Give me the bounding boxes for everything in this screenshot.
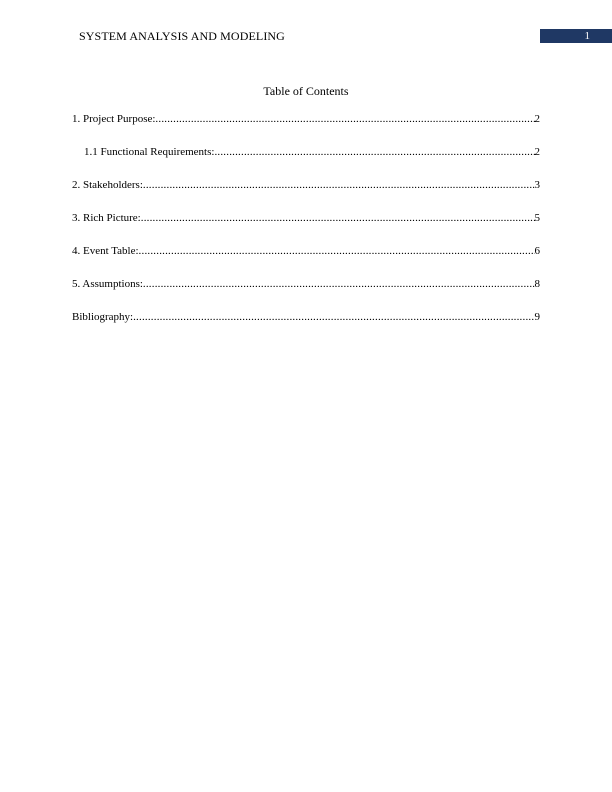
- toc-entry-page: 2: [534, 113, 540, 125]
- toc-entry-page: 8: [534, 278, 540, 290]
- toc-entry-project-purpose[interactable]: [72, 112, 540, 145]
- toc-heading: Table of Contents: [263, 84, 349, 98]
- toc-entry-label: 2. Stakeholders:: [72, 179, 143, 191]
- toc-entry-assumptions[interactable]: [72, 277, 540, 310]
- toc-entry-label: 5. Assumptions:: [72, 278, 143, 290]
- toc-dot-leader: [143, 277, 535, 291]
- toc-dot-leader: [139, 244, 535, 258]
- toc-entry-event-table[interactable]: [72, 244, 540, 277]
- running-header-title: SYSTEM ANALYSIS AND MODELING: [79, 29, 285, 43]
- toc-entry-label: Bibliography:: [72, 311, 134, 323]
- toc-entry-page: 2: [534, 146, 540, 158]
- toc-entry-page: 9: [534, 311, 540, 323]
- toc-entry-bibliography[interactable]: [72, 310, 540, 343]
- toc-dot-leader: [141, 211, 535, 225]
- toc-entry-page: 5: [534, 212, 540, 224]
- page-number: 1: [584, 30, 590, 42]
- toc-entry-label: 3. Rich Picture:: [72, 212, 141, 224]
- toc-entry-stakeholders[interactable]: [72, 178, 540, 211]
- toc-entry-label: 4. Event Table:: [72, 245, 139, 257]
- toc-entry-rich-picture[interactable]: [72, 211, 540, 244]
- toc-entry-page: 3: [534, 179, 540, 191]
- table-of-contents: [72, 112, 540, 343]
- toc-entry-functional-requirements[interactable]: [72, 145, 540, 178]
- toc-dot-leader: [155, 112, 534, 126]
- toc-entry-label: 1. Project Purpose:: [72, 113, 156, 125]
- toc-dot-leader: [133, 310, 534, 324]
- toc-dot-leader: [214, 145, 534, 159]
- toc-entry-page: 6: [534, 245, 540, 257]
- toc-entry-label: 1.1 Functional Requirements:: [84, 146, 215, 158]
- toc-dot-leader: [143, 178, 535, 192]
- page-number-badge: [540, 29, 612, 43]
